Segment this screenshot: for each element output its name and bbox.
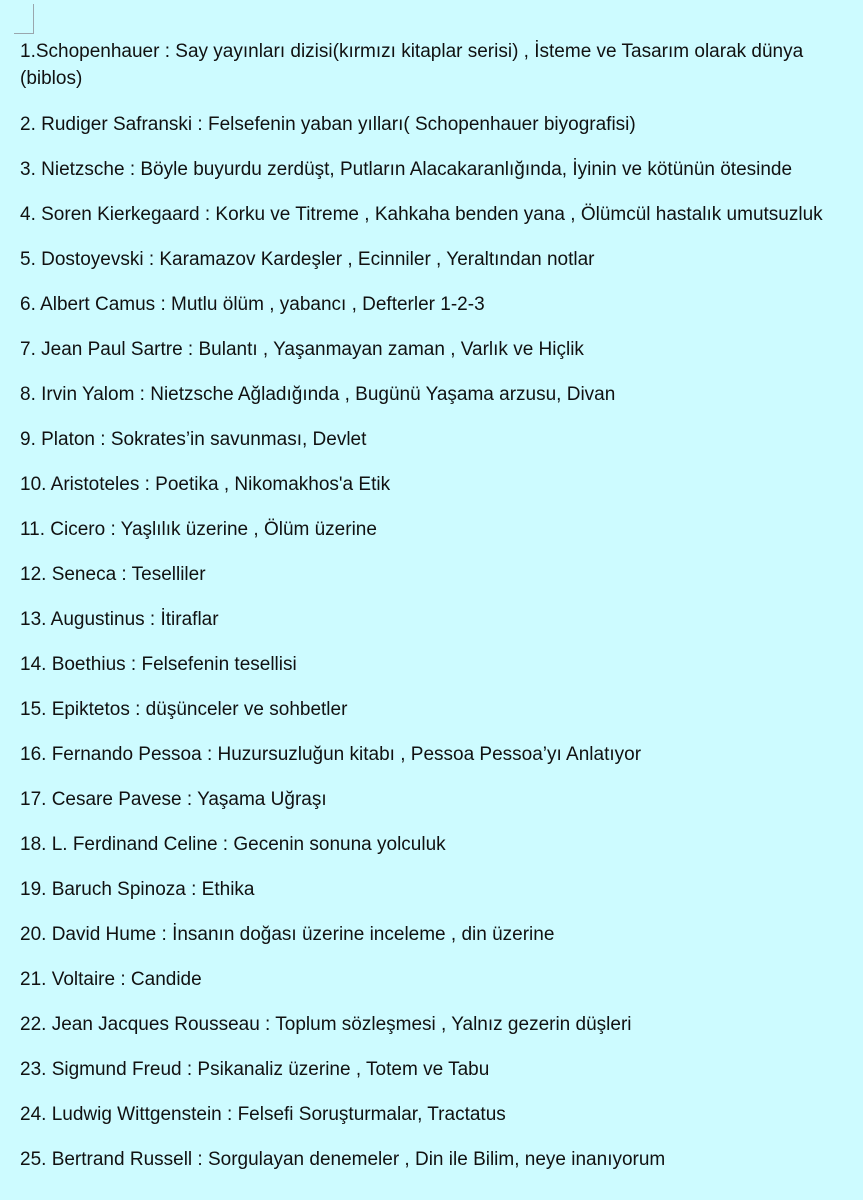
list-item: 24. Ludwig Wittgenstein : Felsefi Soruşturmalar, Tractatus [20, 1104, 506, 1125]
list-item: 14. Boethius : Felsefenin tesellisi [20, 654, 297, 675]
list-item: 15. Epiktetos : düşünceler ve sohbetler [20, 699, 348, 720]
list-item: 5. Dostoyevski : Karamazov Kardeşler , Ecinniler , Yeraltından notlar [20, 249, 595, 270]
list-item: 6. Albert Camus : Mutlu ölüm , yabancı , Defterler 1-2-3 [20, 294, 485, 315]
list-item: 12. Seneca : Teselliler [20, 564, 206, 585]
corner-mark-horizontal-line [14, 33, 34, 34]
list-item: 10. Aristoteles : Poetika , Nikomakhos'a Etik [20, 474, 391, 495]
list-item: 23. Sigmund Freud : Psikanaliz üzerine , Totem ve Tabu [20, 1059, 490, 1080]
list-item: 16. Fernando Pessoa : Huzursuzluğun kitabı , Pessoa Pessoa’yı Anlatıyor [20, 744, 642, 765]
list-item: 7. Jean Paul Sartre : Bulantı , Yaşanmayan zaman , Varlık ve Hiçlik [20, 339, 584, 360]
list-item: 3. Nietzsche : Böyle buyurdu zerdüşt, Putların Alacakaranlığında, İyinin ve kötünün ötesinde [20, 159, 793, 180]
list-item: 2. Rudiger Safranski : Felsefenin yaban yılları( Schopenhauer biyografisi) [20, 114, 636, 135]
list-item: 4. Soren Kierkegaard : Korku ve Titreme , Kahkaha benden yana , Ölümcül hastalık umutsuzluk [20, 204, 823, 225]
list-item: 8. Irvin Yalom : Nietzsche Ağladığında , Bugünü Yaşama arzusu, Divan [20, 384, 616, 405]
list-item: 18. L. Ferdinand Celine : Gecenin sonuna yolculuk [20, 834, 446, 855]
list-item: 11. Cicero : Yaşlılık üzerine , Ölüm üzerine [20, 519, 377, 540]
list-item: 22. Jean Jacques Rousseau : Toplum sözleşmesi , Yalnız gezerin düşleri [20, 1014, 632, 1035]
list-item: 13. Augustinus : İtiraflar [20, 609, 219, 630]
list-item: 9. Platon : Sokrates’in savunması, Devlet [20, 429, 367, 450]
list-item: 20. David Hume : İnsanın doğası üzerine inceleme , din üzerine [20, 924, 555, 945]
page-corner-mark [14, 4, 34, 34]
list-item: 1.Schopenhauer : Say yayınları dizisi(kırmızı kitaplar serisi) , İsteme ve Tasarım olarak dünya (biblos) [20, 41, 804, 89]
corner-mark-vertical-line [33, 4, 34, 34]
list-item: 17. Cesare Pavese : Yaşama Uğraşı [20, 789, 327, 810]
list-item: 19. Baruch Spinoza : Ethika [20, 879, 255, 900]
list-item: 21. Voltaire : Candide [20, 969, 202, 990]
reading-list [20, 38, 855, 1191]
list-item: 25. Bertrand Russell : Sorgulayan denemeler , Din ile Bilim, neye inanıyorum [20, 1149, 666, 1170]
